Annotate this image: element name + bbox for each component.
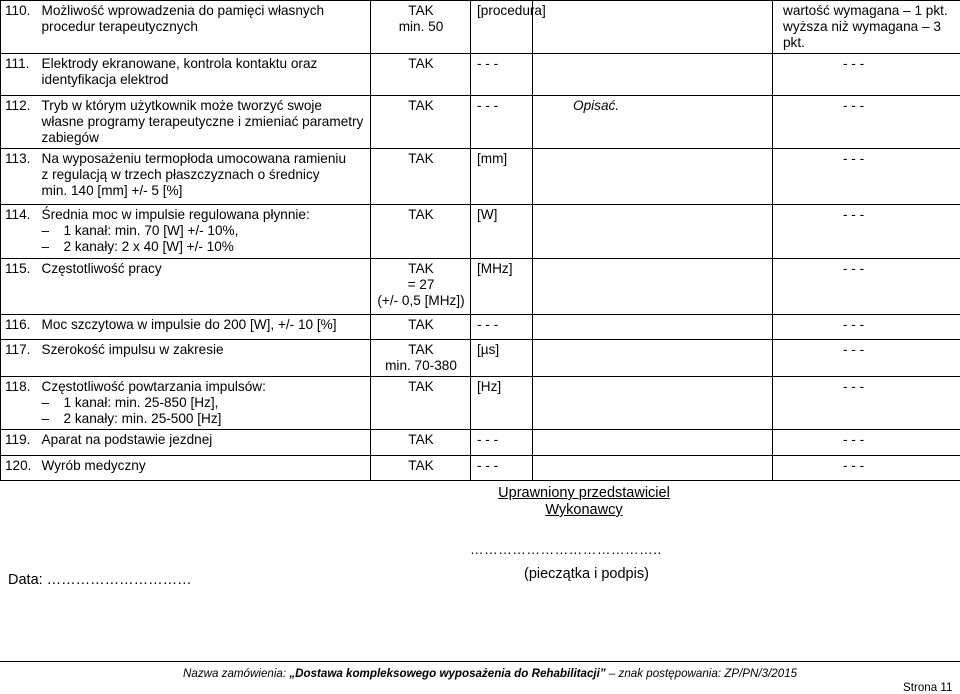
scoring-line: - - - (843, 432, 957, 448)
table-row (1, 1, 960, 54)
scoring (773, 456, 960, 481)
scoring-line: wyższa niż wymagana – 3 pkt. (783, 19, 957, 51)
dash-item-text: 2 kanały: min. 25-500 [Hz] (64, 411, 222, 427)
scoring-line: - - - (843, 379, 957, 395)
table-row (1, 430, 960, 456)
scoring (773, 377, 960, 430)
footer-divider (0, 661, 960, 662)
scoring-line: - - - (843, 458, 957, 474)
required-line: min. 50 (375, 19, 467, 35)
table-row (1, 259, 960, 315)
description-line: Szerokość impulsu w zakresie (42, 342, 368, 358)
dash-list-item (42, 395, 368, 411)
description-line: Możliwość wprowadzenia do pamięci własnych (42, 3, 368, 19)
parameter-description (38, 96, 371, 149)
required-value (371, 456, 471, 481)
required-line: TAK (375, 151, 467, 167)
signature-dots: ………………………………….. (470, 542, 662, 557)
dash-bullet: – (42, 223, 64, 239)
description-line: min. 140 [mm] +/- 5 [%] (42, 183, 368, 199)
required-value (371, 315, 471, 340)
scoring (773, 259, 960, 315)
row-number: 114. (1, 205, 38, 259)
required-line: TAK (375, 342, 467, 358)
required-line: TAK (375, 458, 467, 474)
table-row (1, 149, 960, 205)
scoring (773, 149, 960, 205)
unit: [W] (471, 205, 533, 259)
offered-value (533, 377, 773, 430)
description-line: Częstotliwość pracy (42, 261, 368, 277)
parameter-description (38, 149, 371, 205)
required-line: TAK (375, 432, 467, 448)
unit: - - - (471, 96, 533, 149)
row-number: 117. (1, 340, 38, 377)
description-line: procedur terapeutycznych (42, 19, 368, 35)
offered-value (533, 456, 773, 481)
scoring (773, 205, 960, 259)
page-number: Strona 11 (903, 681, 952, 694)
scoring-line: wartość wymagana – 1 pkt. (783, 3, 957, 19)
scoring-line: - - - (843, 317, 957, 333)
required-line: TAK (375, 261, 467, 277)
required-value (371, 259, 471, 315)
required-value (371, 149, 471, 205)
signature-title (489, 485, 679, 519)
table-row (1, 96, 960, 149)
dash-bullet: – (42, 411, 64, 427)
dash-list-item (42, 411, 368, 427)
required-line: TAK (375, 56, 467, 72)
description-line: Wyrób medyczny (42, 458, 368, 474)
scoring-line: - - - (843, 261, 957, 277)
signature-title-line1: Uprawniony przedstawiciel (489, 485, 679, 502)
scoring-line: - - - (843, 342, 957, 358)
required-value (371, 430, 471, 456)
row-number: 113. (1, 149, 38, 205)
description-line: Moc szczytowa w impulsie do 200 [W], +/- 10 [%] (42, 317, 368, 333)
table-row (1, 315, 960, 340)
required-value (371, 377, 471, 430)
scoring (773, 430, 960, 456)
parameter-description (38, 54, 371, 96)
row-number: 115. (1, 259, 38, 315)
offered-value (533, 149, 773, 205)
footer-title: „Dostawa kompleksowego wyposażenia do Rehabilitacji” (289, 667, 605, 680)
parameter-description (38, 377, 371, 430)
description-line: Średnia moc w impulsie regulowana płynnie: (42, 207, 368, 223)
row-number: 116. (1, 315, 38, 340)
required-line: TAK (375, 3, 467, 19)
required-value (371, 54, 471, 96)
unit: - - - (471, 456, 533, 481)
scoring-line: - - - (843, 98, 957, 114)
scoring-line: - - - (843, 151, 957, 167)
offered-value: Opisać. (533, 96, 773, 149)
description-line: Na wyposażeniu termopłoda umocowana ramieniu (42, 151, 368, 167)
signature-title-line2: Wykonawcy (489, 502, 679, 519)
offered-value (533, 259, 773, 315)
offered-value (533, 205, 773, 259)
required-line: (+/- 0,5 [MHz]) (375, 293, 467, 309)
required-value (371, 96, 471, 149)
scoring (773, 54, 960, 96)
row-number: 120. (1, 456, 38, 481)
row-number: 119. (1, 430, 38, 456)
unit: [µs] (471, 340, 533, 377)
row-number: 111. (1, 54, 38, 96)
scoring (773, 315, 960, 340)
required-line: TAK (375, 379, 467, 395)
description-line: Elektrody ekranowane, kontrola kontaktu oraz (42, 56, 368, 72)
description-line: z regulacją w trzech płaszczyznach o średnicy (42, 167, 368, 183)
scoring (773, 340, 960, 377)
table-row (1, 54, 960, 96)
scoring (773, 1, 960, 54)
dash-item-text: 1 kanał: min. 70 [W] +/- 10%, (64, 223, 239, 239)
unit: [mm] (471, 149, 533, 205)
dash-list-item (42, 239, 368, 255)
unit: [MHz] (471, 259, 533, 315)
dash-item-text: 2 kanały: 2 x 40 [W] +/- 10% (64, 239, 234, 255)
parameter-description (38, 340, 371, 377)
description-line: Aparat na podstawie jezdnej (42, 432, 368, 448)
dash-list-item (42, 223, 368, 239)
table-row (1, 456, 960, 481)
row-number: 112. (1, 96, 38, 149)
parameter-description (38, 315, 371, 340)
stamp-label: (pieczątka i podpis) (524, 566, 649, 582)
parameter-description (38, 430, 371, 456)
table-row (1, 340, 960, 377)
description-line: identyfikacja elektrod (42, 72, 368, 88)
footer-prefix: Nazwa zamówienia: (183, 667, 289, 680)
offered-value (533, 340, 773, 377)
dash-bullet: – (42, 395, 64, 411)
table-row (1, 377, 960, 430)
required-line: = 27 (375, 277, 467, 293)
parameter-description (38, 456, 371, 481)
row-number: 118. (1, 377, 38, 430)
scoring-line: - - - (843, 207, 957, 223)
scoring-line: - - - (843, 56, 957, 72)
dash-bullet: – (42, 239, 64, 255)
description-line: własne programy terapeutyczne i zmieniać parametry (42, 114, 368, 130)
unit: [procedura] (471, 1, 533, 54)
parameter-description (38, 205, 371, 259)
required-value (371, 340, 471, 377)
description-line: Częstotliwość powtarzania impulsów: (42, 379, 368, 395)
required-line: min. 70-380 (375, 358, 467, 374)
row-number: 110. (1, 1, 38, 54)
dash-item-text: 1 kanał: min. 25-850 [Hz], (64, 395, 219, 411)
offered-value (533, 430, 773, 456)
required-line: TAK (375, 98, 467, 114)
unit: - - - (471, 54, 533, 96)
offered-value (533, 54, 773, 96)
unit: - - - (471, 315, 533, 340)
scoring (773, 96, 960, 149)
footer-text (183, 667, 797, 680)
required-value (371, 1, 471, 54)
date-field: Data: ………………………… (8, 572, 192, 588)
table-row (1, 205, 960, 259)
required-line: TAK (375, 317, 467, 333)
required-line: TAK (375, 207, 467, 223)
unit: [Hz] (471, 377, 533, 430)
description-line: zabiegów (42, 130, 368, 146)
unit: - - - (471, 430, 533, 456)
required-value (371, 205, 471, 259)
offered-value (533, 1, 773, 54)
description-line: Tryb w którym użytkownik może tworzyć swoje (42, 98, 368, 114)
parameter-description (38, 1, 371, 54)
footer-suffix: – znak postępowania: ZP/PN/3/2015 (606, 667, 797, 680)
parameter-description (38, 259, 371, 315)
offered-value (533, 315, 773, 340)
